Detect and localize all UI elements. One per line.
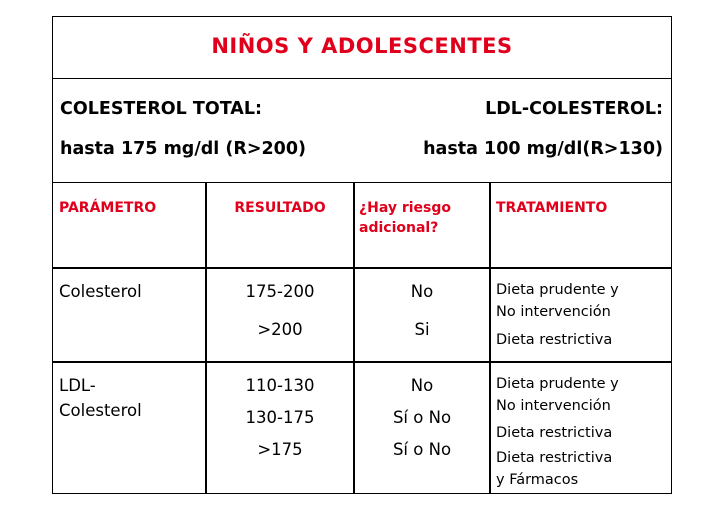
total-cholesterol-label: COLESTEROL TOTAL:: [60, 99, 263, 119]
header-riesgo: [359, 198, 489, 238]
cell-line: Colesterol: [59, 282, 142, 301]
header-riesgo-line: ¿Hay riesgo: [359, 200, 452, 216]
cell-line: >200: [257, 320, 303, 339]
cell-line: 130-175: [245, 408, 315, 427]
cell-line: 110-130: [245, 376, 315, 395]
cell-line: y Fármacos: [496, 472, 579, 488]
cell-line: No intervención: [496, 398, 611, 414]
ldl-cholesterol-limit: hasta 100 mg/dl(R>130): [423, 139, 663, 159]
ldl-cholesterol-label: LDL-COLESTEROL:: [485, 99, 663, 119]
cell-line: Sí o No: [392, 440, 452, 459]
total-cholesterol-limit: hasta 175 mg/dl (R>200): [60, 139, 307, 159]
cell-line: 175-200: [245, 282, 315, 301]
row-divider: [53, 267, 671, 269]
table-title: NIÑOS Y ADOLESCENTES: [53, 17, 671, 79]
header-riesgo-line: adicional?: [359, 220, 439, 236]
limits-row: [53, 79, 671, 183]
row-divider: [53, 361, 671, 363]
row-colesterol-parametro: [59, 279, 203, 304]
cell-line: Dieta prudente y: [496, 282, 619, 298]
header-parametro: PARÁMETRO: [59, 200, 157, 216]
row-colesterol-resultado: [207, 279, 353, 342]
cell-line: No: [410, 376, 434, 395]
cell-line: No intervención: [496, 304, 611, 320]
cell-line: Dieta restrictiva: [496, 332, 613, 348]
cell-line: Dieta restrictiva: [496, 425, 613, 441]
cell-line: Colesterol: [59, 401, 142, 420]
header-tratamiento: TRATAMIENTO: [496, 200, 608, 216]
cell-line: Dieta prudente y: [496, 376, 619, 392]
cell-line: >175: [257, 440, 303, 459]
row-ldl-riesgo: [355, 373, 489, 462]
cell-line: No: [410, 282, 434, 301]
cell-line: Si: [414, 320, 430, 339]
cell-line: Dieta restrictiva: [496, 450, 613, 466]
cell-line: Sí o No: [392, 408, 452, 427]
parameters-grid: [53, 183, 671, 493]
header-resultado: RESULTADO: [234, 200, 326, 216]
cell-line: LDL-: [59, 376, 96, 395]
row-ldl-resultado: [207, 373, 353, 462]
row-ldl-tratamiento: [496, 373, 672, 491]
row-ldl-parametro: [59, 373, 203, 423]
column-divider: [489, 183, 491, 493]
row-colesterol-tratamiento: [496, 279, 672, 351]
row-colesterol-riesgo: [355, 279, 489, 342]
cholesterol-table: [52, 16, 672, 494]
